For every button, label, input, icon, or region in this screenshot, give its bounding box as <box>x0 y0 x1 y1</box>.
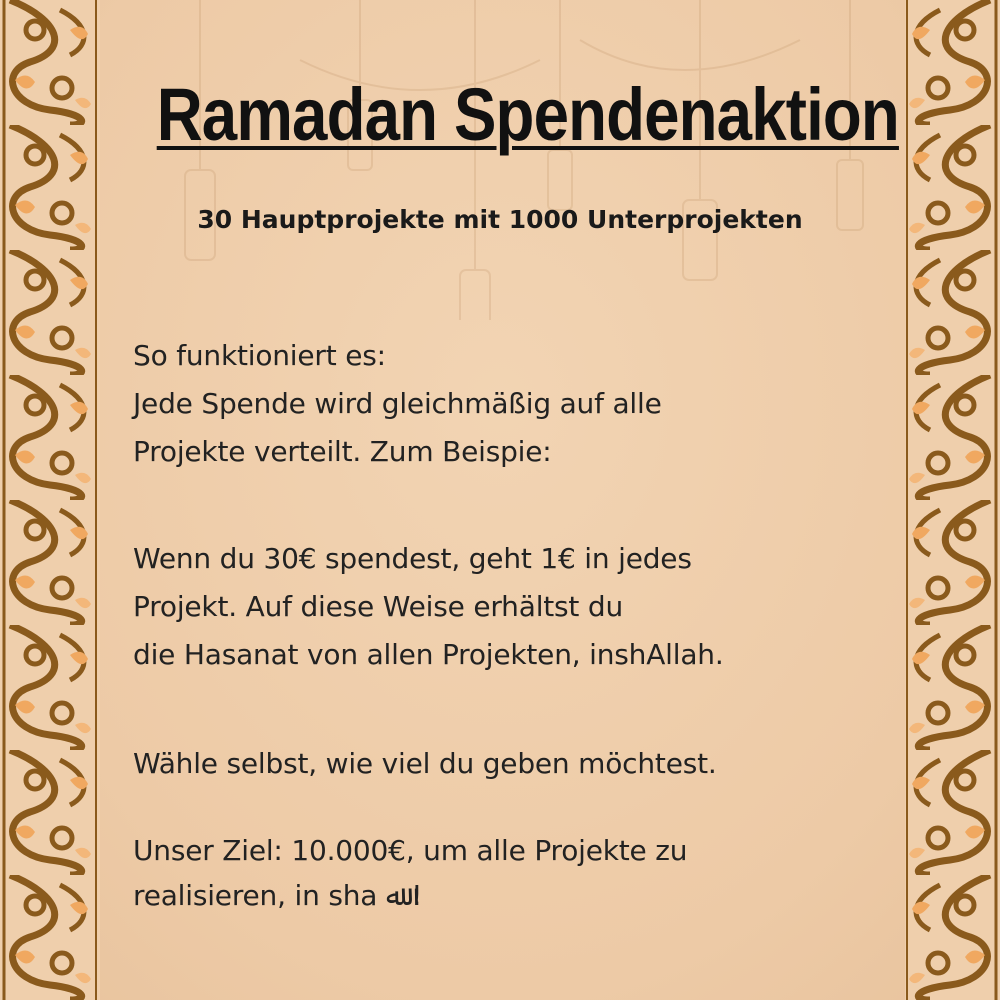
text-line: Jede Spende wird gleichmäßig auf alle <box>133 387 662 420</box>
goal-paragraph <box>133 828 893 918</box>
page-title: Ramadan Spendenaktion <box>156 73 899 156</box>
left-floral-border-icon <box>0 0 100 1000</box>
text-line: die Hasanat von allen Projekten, inshAllah. <box>133 638 724 671</box>
text-line: Wähle selbst, wie viel du geben möchtest. <box>133 747 717 780</box>
right-floral-border-icon <box>905 0 1000 1000</box>
text-line: Unser Ziel: 10.000€, um alle Projekte zu <box>133 834 688 867</box>
how-it-works-paragraph <box>133 332 893 476</box>
text-line: Wenn du 30€ spendest, geht 1€ in jedes <box>133 542 692 575</box>
example-paragraph <box>133 535 893 679</box>
text-line: So funktioniert es: <box>133 339 386 372</box>
subtitle: 30 Hauptprojekte mit 1000 Unterprojekten <box>197 205 803 234</box>
text-line: Projekte verteilt. Zum Beispie: <box>133 435 552 468</box>
text-line: realisieren, in sha ﷲ ! <box>133 879 423 912</box>
hanging-lantern-icon <box>100 0 905 320</box>
choose-amount-paragraph <box>133 740 893 788</box>
text-line: Projekt. Auf diese Weise erhältst du <box>133 590 624 623</box>
